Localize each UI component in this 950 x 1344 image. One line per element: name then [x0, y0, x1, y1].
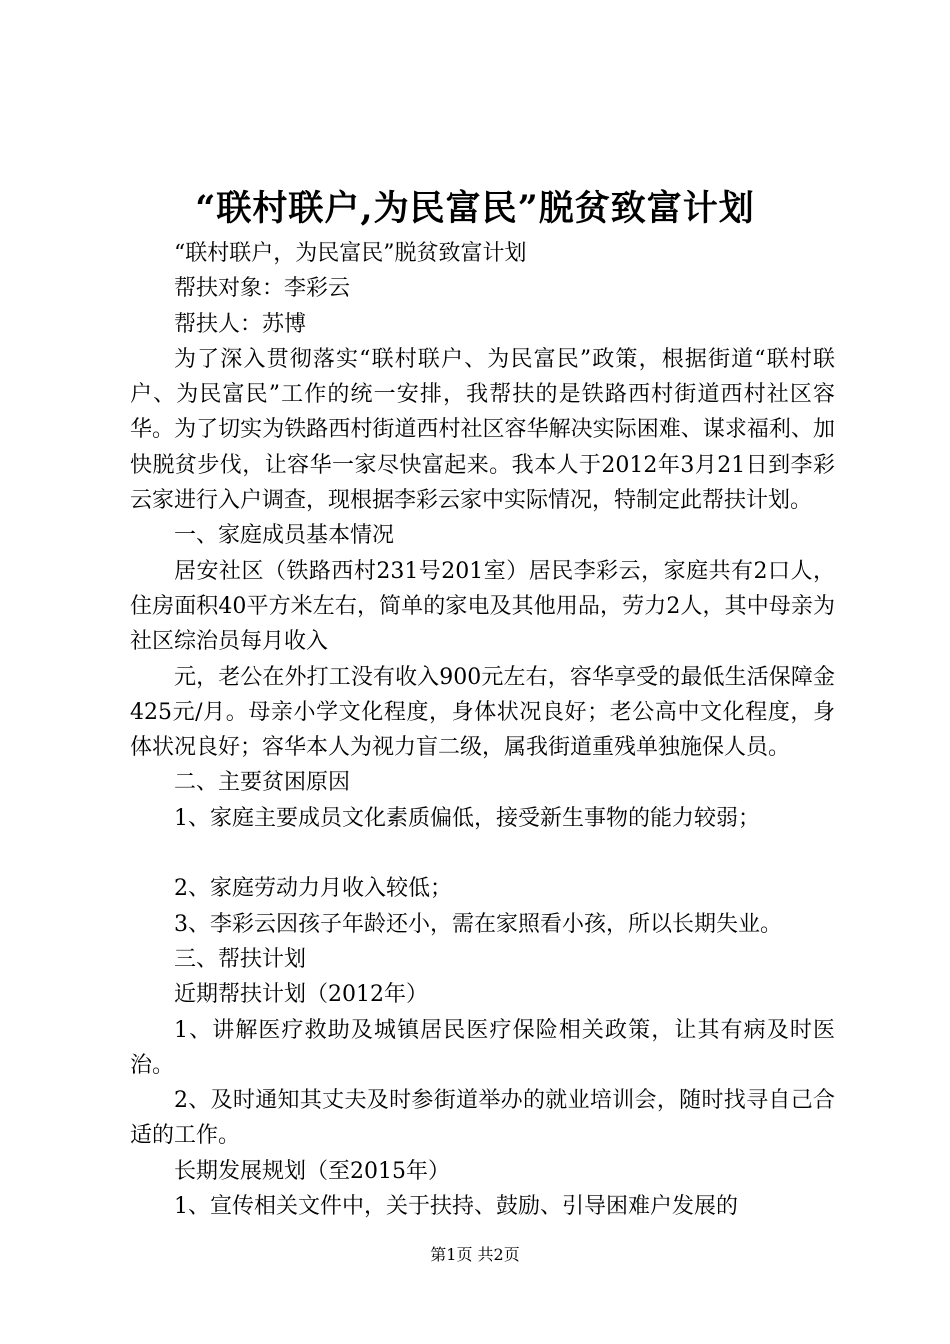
paragraph-long-term-1: 1、宣传相关文件中，关于扶持、鼓励、引导困难户发展的: [174, 1194, 738, 1220]
document-body: [130, 236, 835, 1224]
paragraph-subtitle: “联村联户，为民富民”脱贫致富计划: [174, 241, 527, 266]
heading-poverty-causes: 二、主要贫困原因: [174, 770, 351, 796]
page-number-footer: 第1页 共2页: [430, 1245, 520, 1264]
document-title: “联村联户,为民富民”脱贫致富计划: [195, 188, 755, 229]
heading-aid-plan: 三、帮扶计划: [174, 946, 307, 972]
heading-short-term-plan: 近期帮扶计划（2012年）: [174, 982, 428, 1008]
heading-long-term-plan: 长期发展规划（至2015年）: [174, 1158, 450, 1184]
blank-line: [130, 836, 835, 871]
paragraph-short-term-2: 2、及时通知其丈夫及时参街道举办的就业培训会，随时找寻自己合适的工作。: [130, 1088, 835, 1149]
paragraph-cause-3: 3、李彩云因孩子年龄还小，需在家照看小孩，所以长期失业。: [174, 911, 782, 937]
paragraph-cause-2: 2、家庭劳动力月收入较低；: [174, 876, 452, 902]
paragraph-aid-target: 帮扶对象：李彩云: [174, 276, 351, 302]
paragraph-family-basic: 居安社区（铁路西村231号201室）居民李彩云，家庭共有2口人，住房面积40平方米左右，简单的家电及其他用品，劳力2人，其中母亲为社区综治员每月收入: [130, 558, 835, 655]
paragraph-family-income: 元，老公在外打工没有收入900元左右，容华享受的最低生活保障金425元/月。母亲小学文化程度，身体状况良好；老公高中文化程度，身体状况良好；容华本人为视力盲二级，属我街道重残单独施保人员。: [130, 664, 835, 761]
paragraph-cause-1: 1、家庭主要成员文化素质偏低，接受新生事物的能力较弱；: [174, 805, 760, 831]
paragraph-introduction: 为了深入贯彻落实“联村联户、为民富民”政策，根据街道“联村联户、为民富民”工作的统一安排，我帮扶的是铁路西村街道西村社区容华。为了切实为铁路西村街道西村社区容华解决实际困难、谋求福利、加快脱贫步伐，让容华一家尽快富起来。我本人于2012年3月21日到李彩云家进行入户调查，现根据李彩云家中实际情况，特制定此帮扶计划。: [130, 346, 835, 514]
heading-family-members: 一、家庭成员基本情况: [174, 523, 395, 549]
paragraph-short-term-1: 1、讲解医疗救助及城镇居民医疗保险相关政策，让其有病及时医治。: [130, 1017, 835, 1078]
paragraph-aid-person: 帮扶人：苏博: [174, 311, 307, 337]
